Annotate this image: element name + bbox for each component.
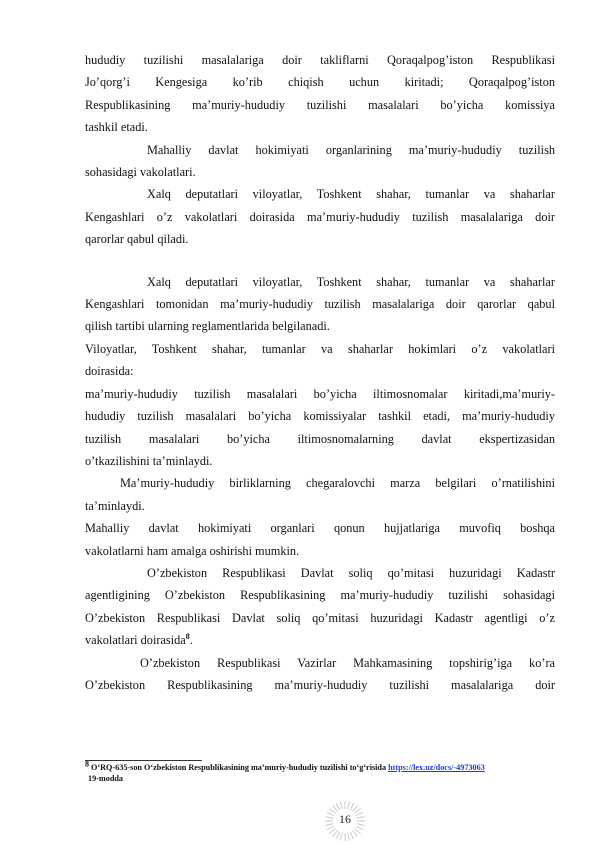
footnote-reference[interactable]: 8: [185, 632, 190, 642]
page-number-ornament: [322, 798, 368, 844]
text-line: Ma’muriy-hududiy birliklarning chegaralovchi marza belgilari o’rnatilishini: [120, 476, 555, 491]
starburst-ray: [350, 832, 353, 839]
starburst-ray: [348, 802, 350, 810]
text-line: agentligining O’zbekiston Respublikasining ma’muriy-hududiy tuzilishi sohasidagi: [85, 588, 555, 603]
text-line: Kengashlari tomonidan ma’muriy-hududiy tuzilish masalalariga doir qarorlar qabul: [85, 297, 555, 312]
text-line: ta’minlaydi.: [85, 498, 145, 513]
text-line: qarorlar qabul qiladi.: [85, 232, 189, 247]
starburst-ray: [352, 830, 357, 836]
text-line: tuzilish masalalari bo’yicha iltimosnomalarning davlat ekspertizasidan: [85, 431, 555, 446]
text-line: hududiy tuzilish masalalari bo’yicha komissiyalar tashkil etadi, ma’muriy-hududiy: [85, 409, 555, 424]
paragraph-gap: [85, 251, 555, 271]
page-number: 16: [339, 812, 351, 826]
text-line: tashkil etadi.: [85, 120, 148, 135]
text-line: Xalq deputatlari viloyatlar, Toshkent shahar, tumanlar va shaharlar: [147, 274, 555, 289]
text-line: sohasidagi vakolatlari.: [85, 165, 196, 180]
starburst-ray: [354, 828, 360, 833]
text-line: Viloyatlar, Toshkent shahar, tumanlar va shaharlar hokimlari o’z vakolatlari: [85, 341, 555, 356]
text-line: qilish tartibi ularning reglamentlarida belgilanadi.: [85, 319, 330, 334]
text-line: Jo’qorg’i Kengesiga ko’rib chiqish uchun kiritadi; Qoraqalpog’iston: [85, 75, 555, 90]
starburst-ray: [333, 805, 338, 811]
footnote: [85, 759, 555, 784]
starburst-ray: [336, 803, 339, 810]
text-line: o’tkazilishini ta’minlaydi.: [85, 453, 213, 468]
starburst-ray: [348, 833, 350, 841]
footnote-separator: [85, 760, 202, 761]
starburst-ray: [329, 828, 335, 833]
punctuation: .: [189, 633, 193, 648]
text-line: O’zbekiston Respublikasining ma’muriy-hududiy tuzilishi masalalariga doir: [85, 677, 555, 692]
text-line: Kengashlari o’z vakolatlari doirasida ma’muriy-hududiy tuzilish masalalariga doir: [85, 209, 555, 224]
footnote-link[interactable]: https://lex.uz/docs/-4973063: [388, 763, 485, 772]
text-line: Mahalliy davlat hokimiyati organlarining ma’muriy-hududiy tuzilish: [147, 142, 555, 157]
text-line: O’zbekiston Respublikasi Vazirlar Mahkamasining topshirig’iga ko’ra: [140, 655, 555, 670]
starburst-ray: [352, 805, 357, 811]
starburst-ray: [350, 803, 353, 810]
starburst-ray: [341, 833, 343, 841]
text-line: Respublikasining ma’muriy-hududiy tuzilishi masalalari bo’yicha komissiya: [85, 97, 555, 112]
text-line: O’zbekiston Respublikasi Davlat soliq qo’mitasi huzuridagi Kadastr agentligi o’z: [85, 610, 555, 625]
text-line: vakolatlarni ham amalga oshirishi mumkin.: [85, 543, 300, 558]
text-line: O’zbekiston Respublikasi Davlat soliq qo’mitasi huzuridagi Kadastr: [147, 565, 555, 580]
text-line: doirasida:: [85, 364, 134, 379]
text-line: ma’muriy-hududiy tuzilish masalalari bo’yicha iltimosnomalar kiritadi,ma’muriy-: [85, 386, 555, 401]
footnote-number: 8: [85, 759, 89, 769]
text-line: Xalq deputatlari viloyatlar, Toshkent shahar, tumanlar va shaharlar: [147, 187, 555, 202]
text-line: Mahalliy davlat hokimiyati organlari qonun hujjatlariga muvofiq boshqa: [85, 521, 555, 536]
main-text: [85, 49, 555, 696]
footnote-text: O‘RQ-635-son O‘zbekiston Respublikasining ma’muriy-hududiy tuzilishi to‘g‘risida: [91, 763, 387, 772]
starburst-ray: [333, 830, 338, 836]
starburst-ray: [336, 832, 339, 839]
footnote-article: 19-modda: [88, 774, 124, 783]
starburst-ray: [341, 802, 343, 810]
text-line: hududiy tuzilishi masalalariga doir takliflarni Qoraqalpog’iston Respublikasi: [85, 53, 555, 67]
text-line: vakolatlari doirasida$^8$.: [85, 632, 193, 648]
